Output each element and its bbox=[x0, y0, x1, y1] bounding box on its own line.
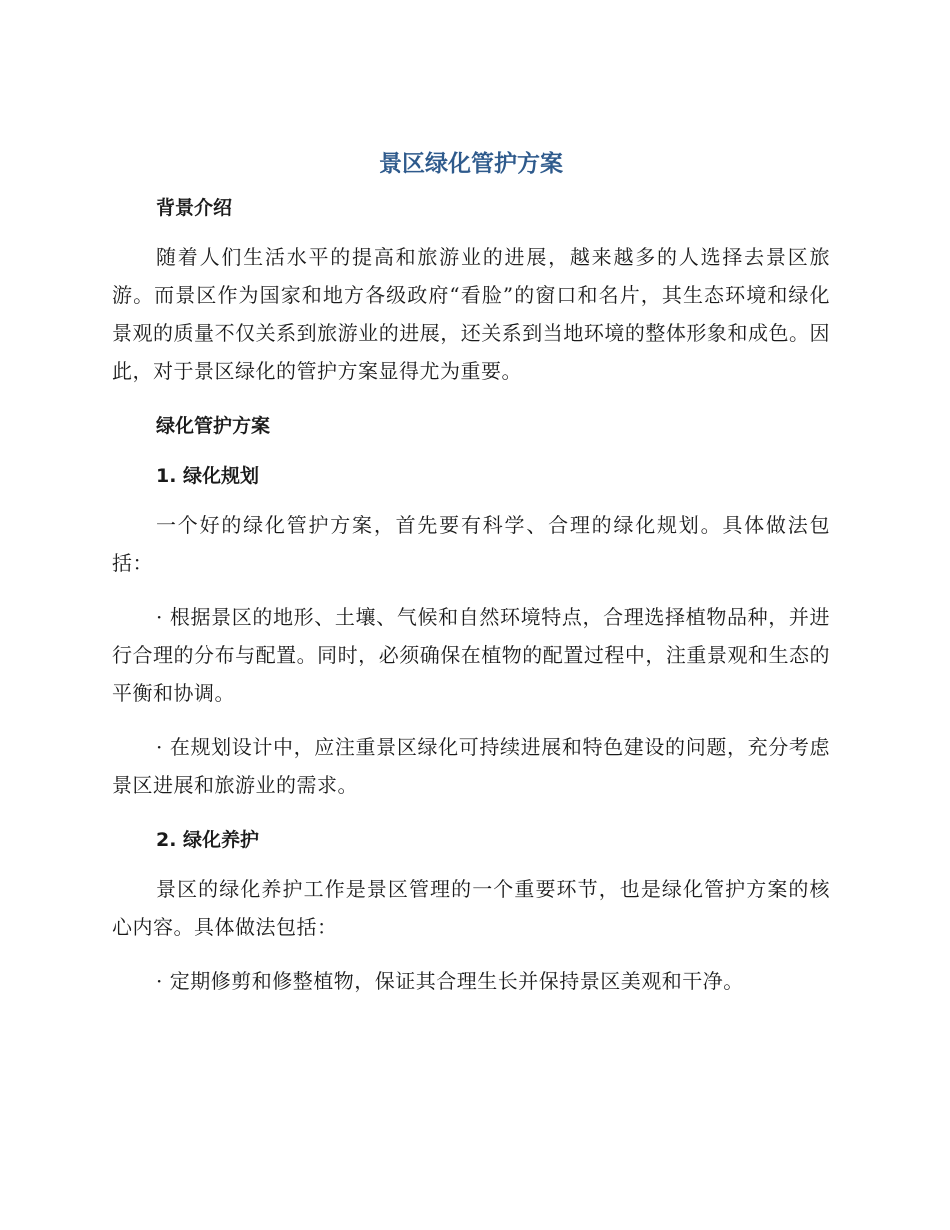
planning-bullet-1: · 根据景区的地形、土壤、气候和自然环境特点，合理选择植物品种，并进行合理的分布与配置。同时，必须确保在植物的配置过程中，注重景观和生态的平衡和协调。 bbox=[112, 605, 830, 705]
maintenance-bullet-1: · 定期修剪和修整植物，保证其合理生长并保持景区美观和干净。 bbox=[156, 969, 744, 993]
spacer bbox=[112, 390, 830, 412]
maintenance-intro-paragraph: 景区的绿化养护工作是景区管理的一个重要环节，也是绿化管护方案的核心内容。具体做法包括： bbox=[112, 877, 830, 939]
spacer bbox=[112, 222, 830, 238]
spacer bbox=[112, 582, 830, 598]
planning-bullet-2: · 在规划设计中，应注重景区绿化可持续进展和特色建设的问题，充分考虑景区进展和旅游业的需求。 bbox=[112, 735, 830, 797]
subsection-heading-planning: 1. 绿化规划 bbox=[156, 465, 260, 487]
spacer bbox=[112, 712, 830, 728]
document-title: 景区绿化管护方案 bbox=[379, 151, 563, 177]
spacer bbox=[112, 854, 830, 870]
background-paragraph: 随着人们生活水平的提高和旅游业的进展，越来越多的人选择去景区旅游。而景区作为国家和地方各级政府“看脸”的窗口和名片，其生态环境和绿化景观的质量不仅关系到旅游业的进展，还关系到当地环境的整体形象和成色。因此，对于景区绿化的管护方案显得尤为重要。 bbox=[112, 245, 830, 383]
spacer bbox=[112, 804, 830, 826]
spacer bbox=[112, 440, 830, 462]
section-heading-background: 背景介绍 bbox=[156, 197, 233, 219]
spacer bbox=[112, 946, 830, 962]
section-heading-plan: 绿化管护方案 bbox=[156, 415, 271, 437]
planning-intro-paragraph: 一个好的绿化管护方案，首先要有科学、合理的绿化规划。具体做法包括： bbox=[112, 513, 830, 575]
spacer bbox=[112, 490, 830, 506]
subsection-heading-maintenance: 2. 绿化养护 bbox=[156, 829, 260, 851]
document-page bbox=[112, 148, 830, 1000]
